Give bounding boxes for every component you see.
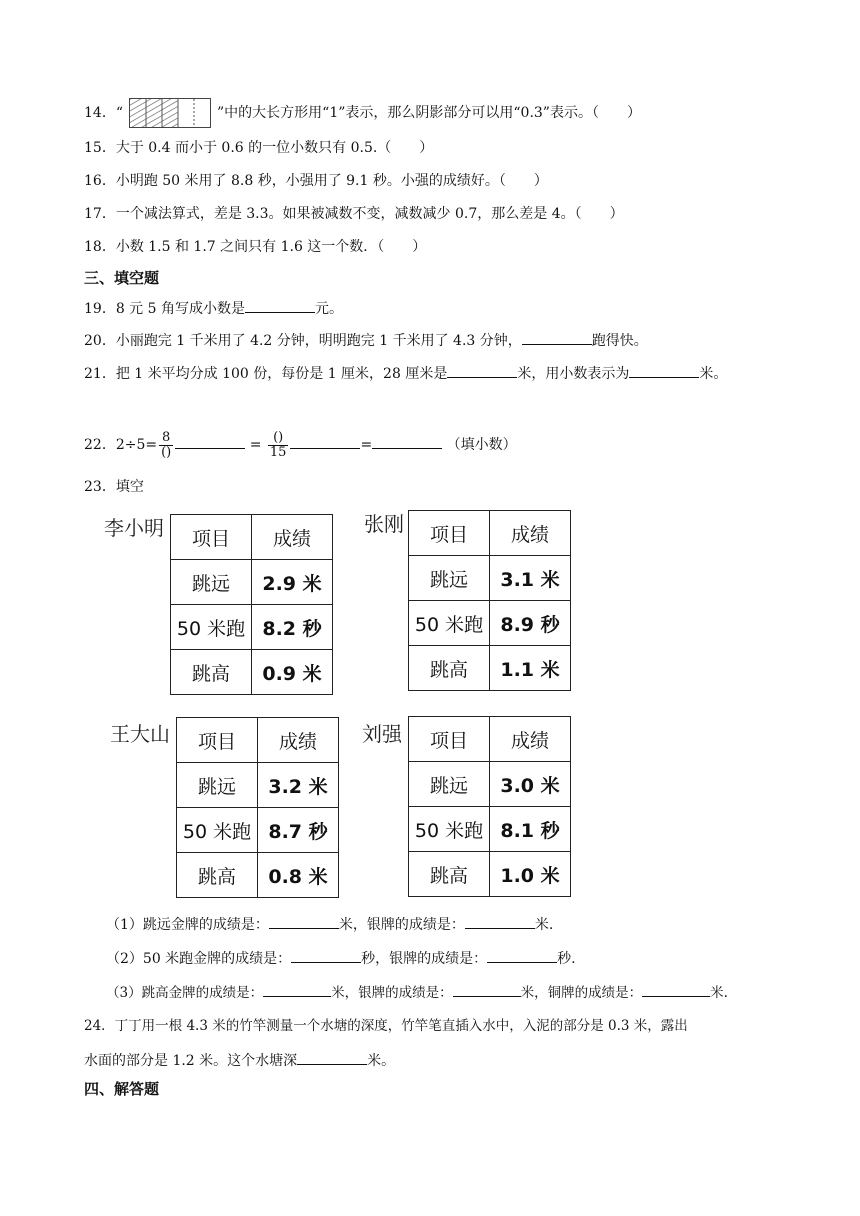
section-4-heading: 四、解答题 <box>84 1080 160 1098</box>
q14-open-quote: “ <box>115 105 123 121</box>
row-label: 50 米跑 <box>177 808 258 853</box>
score-value: 8.9 秒 <box>490 601 571 646</box>
row-label: 50 米跑 <box>409 601 490 646</box>
q22-f1-denominator: () <box>161 444 172 460</box>
s2-text-b: 秒，银牌的成绩是： <box>361 951 488 967</box>
row-label: 跳高 <box>171 650 252 695</box>
question-20 <box>84 330 648 351</box>
row-label: 跳远 <box>177 763 258 808</box>
q22-equals-1: = <box>249 437 262 453</box>
header-score: 成绩 <box>252 515 333 560</box>
score-table-liu-qiang <box>408 716 571 897</box>
header-score: 成绩 <box>258 718 339 763</box>
row-label: 50 米跑 <box>171 605 252 650</box>
q22-f1-numerator: 8 <box>159 431 173 446</box>
row-label: 跳高 <box>409 646 490 691</box>
question-16: 16．小明跑 50 米用了 8.8 秒，小强用了 9.1 秒。小强的成绩好。（ ） <box>84 173 548 189</box>
question-22 <box>84 430 517 460</box>
q21-text-b: 米，用小数表示为 <box>517 366 630 382</box>
s2-text-a: （2）50 米跑金牌的成绩是： <box>106 951 292 967</box>
score-value: 3.0 米 <box>490 762 571 807</box>
q20-text-a: 20．小丽跑完 1 千米用了 4.2 分钟，明明跑完 1 千米用了 4.3 分钟， <box>84 333 522 349</box>
s1-text-c: 米. <box>534 917 554 933</box>
s3-blank-3[interactable] <box>642 982 710 997</box>
s1-text-a: （1）跳远金牌的成绩是： <box>106 917 269 933</box>
score-value: 8.1 秒 <box>490 807 571 852</box>
q19-text-b: 元。 <box>314 301 343 317</box>
s2-text-c: 秒. <box>557 951 576 967</box>
row-label: 跳远 <box>171 560 252 605</box>
score-value: 8.2 秒 <box>252 605 333 650</box>
q19-answer-blank[interactable] <box>245 298 315 313</box>
question-14 <box>84 98 641 128</box>
question-17: 17．一个减法算式，差是 3.3。如果被减数不变，减数减少 0.7，那么差是 4。（ ） <box>84 206 624 222</box>
header-score: 成绩 <box>490 511 571 556</box>
q21-text-a: 21．把 1 米平均分成 100 份，每份是 1 厘米，28 厘米是 <box>84 366 448 382</box>
table-name-zhang-gang: 张刚 <box>364 512 404 536</box>
q24-answer-blank[interactable] <box>297 1050 367 1065</box>
score-table-li-xiaoming <box>170 514 333 695</box>
s3-text-b: 米，银牌的成绩是： <box>331 985 453 1001</box>
q22-answer-blank-2[interactable] <box>290 434 360 449</box>
question-24-line-2 <box>84 1050 395 1071</box>
q19-text-a: 19．8 元 5 角写成小数是 <box>84 301 245 317</box>
header-item: 项目 <box>177 718 258 763</box>
score-table-zhang-gang <box>408 510 571 691</box>
q23-sub-3 <box>106 982 728 1003</box>
question-24-line-1: 24．丁丁用一根 4.3 米的竹竿测量一个水塘的深度，竹竿笔直插入水中，入泥的部分是 0.3 米，露出 <box>84 1018 688 1034</box>
row-label: 跳远 <box>409 762 490 807</box>
s3-text-a: （3）跳高金牌的成绩是： <box>106 985 264 1001</box>
row-label: 跳高 <box>409 852 490 897</box>
question-19 <box>84 298 343 319</box>
row-label: 跳高 <box>177 853 258 898</box>
header-item: 项目 <box>409 717 490 762</box>
section-3-heading: 三、填空题 <box>84 269 160 287</box>
score-value: 3.2 米 <box>258 763 339 808</box>
s1-text-b: 米，银牌的成绩是： <box>338 917 465 933</box>
score-value: 3.1 米 <box>490 556 571 601</box>
s3-blank-1[interactable] <box>263 982 331 997</box>
q22-answer-blank-1[interactable] <box>175 434 245 449</box>
s3-blank-2[interactable] <box>453 982 521 997</box>
q22-f2-denominator: 15 <box>269 444 287 460</box>
row-label: 跳远 <box>409 556 490 601</box>
question-15: 15．大于 0.4 而小于 0.6 的一位小数只有 0.5.（ ） <box>84 140 434 156</box>
q14-number: 14． <box>84 105 116 121</box>
score-value: 1.0 米 <box>490 852 571 897</box>
header-item: 项目 <box>171 515 252 560</box>
score-value: 0.9 米 <box>252 650 333 695</box>
q24-text-b: 米。 <box>367 1053 396 1069</box>
table-name-li-xiaoming: 李小明 <box>104 516 164 540</box>
table-name-liu-qiang: 刘强 <box>362 722 402 746</box>
q23-sub-2 <box>106 948 576 969</box>
score-value: 0.8 米 <box>258 853 339 898</box>
shaded-rectangle-figure <box>129 98 211 128</box>
question-23: 23．填空 <box>84 479 144 495</box>
q21-answer-blank-2[interactable] <box>629 363 699 378</box>
score-table-wang-dashan <box>176 717 339 898</box>
s3-text-c: 米，铜牌的成绩是： <box>520 985 643 1001</box>
q21-answer-blank-1[interactable] <box>447 363 517 378</box>
score-value: 2.9 米 <box>252 560 333 605</box>
row-label: 50 米跑 <box>409 807 490 852</box>
q14-text: ”中的大长方形用“1”表示，那么阴影部分可以用“0.3”表示。（ ） <box>217 105 641 121</box>
score-value: 8.7 秒 <box>258 808 339 853</box>
q20-text-b: 跑得快。 <box>591 333 648 349</box>
q22-f2-numerator: () <box>268 431 289 446</box>
score-value: 1.1 米 <box>490 646 571 691</box>
q23-sub-1 <box>106 914 553 935</box>
q22-equals-2: = <box>360 437 373 453</box>
q22-tail: （填小数） <box>446 437 517 453</box>
question-21 <box>84 363 727 384</box>
header-score: 成绩 <box>490 717 571 762</box>
question-18: 18．小数 1.5 和 1.7 之间只有 1.6 这一个数．（ ） <box>84 239 427 255</box>
q22-text-a: 22．2÷5= <box>84 437 158 453</box>
q21-text-c: 米。 <box>699 366 728 382</box>
s1-blank-1[interactable] <box>269 914 339 929</box>
q22-fraction-1 <box>159 431 173 460</box>
q22-fraction-2 <box>268 431 289 460</box>
s2-blank-2[interactable] <box>487 948 557 963</box>
q24-text-a: 水面的部分是 1.2 米。这个水塘深 <box>84 1053 298 1069</box>
table-name-wang-dashan: 王大山 <box>110 722 170 746</box>
q22-answer-blank-3[interactable] <box>372 434 442 449</box>
s2-blank-1[interactable] <box>291 948 361 963</box>
s1-blank-2[interactable] <box>465 914 535 929</box>
s3-text-d: 米. <box>710 985 728 1001</box>
q20-answer-blank[interactable] <box>522 330 592 345</box>
header-item: 项目 <box>409 511 490 556</box>
